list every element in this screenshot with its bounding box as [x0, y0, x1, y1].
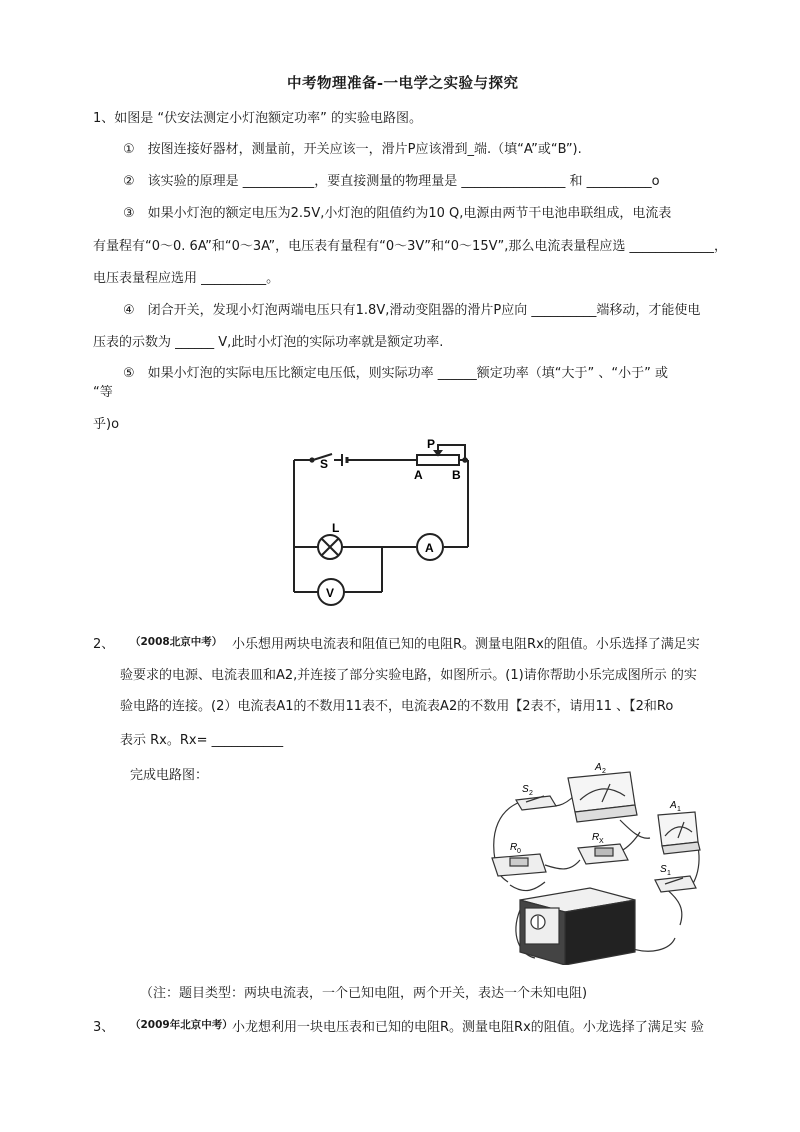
switch-s1: [655, 876, 696, 892]
q1-item4-line2: 压表的示数为 ______ V,此时小灯泡的实际功率就是额定功率.: [93, 335, 444, 350]
label-slider-p: P: [427, 437, 436, 451]
label-a2: A: [595, 762, 602, 773]
q1-item1: ① 按图连接好器材，测量前，开关应该一，滑片P应该滑到_端.（填“A”或“B”).: [123, 142, 582, 157]
label-r0-sub: 0: [517, 848, 521, 855]
q3-line1: 小龙想利用一块电压表和已知的电阻R。测量电阻Rx的阻值。小龙选择了满足实 验: [232, 1020, 704, 1035]
q2-line3: 验电路的连接。(2）电流表A1的不数用11表不，电流表A2的不数用【2表不，请用11 、【2和Ro: [120, 699, 674, 714]
q3-number: 3、: [93, 1020, 115, 1035]
q2-number: 2、: [93, 637, 115, 652]
q1-item5-line2: “等: [93, 385, 113, 400]
q2-source: （2008北京中考）: [130, 636, 223, 648]
q2-complete-label: 完成电路图：: [130, 768, 209, 783]
label-s1: S: [660, 864, 667, 875]
q3-source: （2009年北京中考）: [130, 1019, 233, 1031]
label-a1: A: [670, 800, 677, 811]
label-s2-sub: 2: [529, 790, 533, 797]
q2-line2: 验要求的电源、电流表皿和A2,并连接了部分实验电路，如图所示。(1)请你帮助小乐完成图所示 的实: [120, 668, 697, 683]
q1-item3-line1: ③ 如果小灯泡的额定电压为2.5V,小灯泡的阻值约为10 Q,电源由两节干电池串联组成，电流表: [123, 206, 672, 221]
label-r0: R: [510, 842, 518, 853]
voltmeter-letter: V: [326, 586, 335, 600]
q2-line1: 小乐想用两块电流表和阻值已知的电阻R。测量电阻Rx的阻值。小乐选择了满足实: [232, 637, 700, 652]
q1-item5-line3: 乎)o: [93, 417, 120, 432]
label-lamp-l: L: [332, 521, 340, 535]
apparatus-diagram: [480, 760, 705, 965]
q1-intro: 1、如图是 “伏安法测定小灯泡额定功率” 的实验电路图。: [93, 111, 423, 126]
label-switch-s: S: [320, 457, 329, 471]
label-a2-sub: 2: [602, 768, 606, 775]
label-rx: R: [592, 832, 600, 843]
q1-item2: ② 该实验的原理是 ___________，要直接测量的物理量是 ________________ 和 __________o: [123, 174, 660, 189]
q1-item3-line3: 电压表量程应选用 __________。: [93, 271, 280, 286]
label-end-a: A: [414, 468, 423, 482]
q1-item3-line2: 有量程有“0～0. 6A”和“0～3A”，电压表有量程有“0～3V”和“0～15V”,那么电流表量程应选 _____________，: [93, 239, 727, 254]
circuit-diagram-1: [280, 432, 480, 607]
label-rx-sub: X: [599, 838, 604, 845]
q1-item4-line1: ④ 闭合开关，发现小灯泡两端电压只有1.8V,滑动变阻器的滑片P应向 __________端移动，才能使电: [123, 303, 701, 318]
q1-item5-line1: ⑤ 如果小灯泡的实际电压比额定电压低，则实际功率 ______额定功率（填“大于” 、“小于” 或: [123, 366, 668, 381]
page-title: 中考物理准备-一电学之实验与探究: [287, 76, 519, 92]
label-a1-sub: 1: [677, 806, 681, 813]
label-s1-sub: 1: [667, 870, 671, 877]
q2-note: （注：题目类型：两块电流表，一个已知电阻，两个开关，表达一个未知电阻): [140, 986, 588, 1001]
ammeter-letter: A: [425, 541, 434, 555]
q2-line4: 表示 Rx。Rx= ___________: [120, 733, 284, 748]
label-end-b: B: [452, 468, 461, 482]
ammeter-a1: [658, 812, 698, 846]
label-s2: S: [522, 784, 529, 795]
